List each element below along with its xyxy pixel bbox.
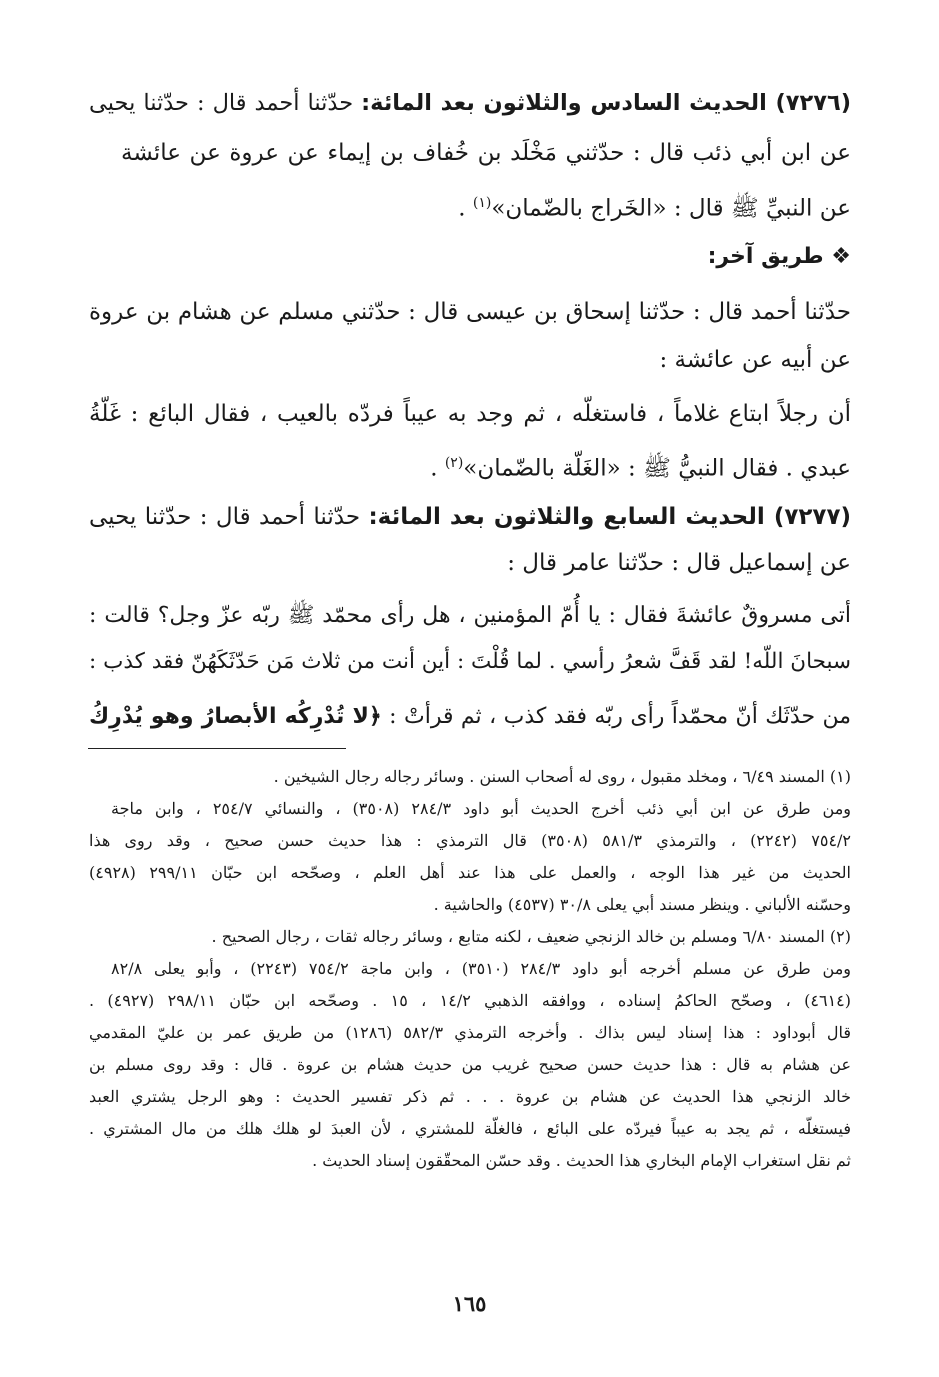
footnote-line: فيستغلّه ، ثم يجد به عيباً فيردّه على البائع ، فالغلّة للمشتري ، لأن العبدَ لو هلك هلك من مال المشتري .	[89, 1119, 851, 1138]
hadith-7277-line-5	[89, 700, 851, 734]
hadith-7277-line-3: أتى مسروقٌ عائشةَ فقال : يا أُمّ المؤمنين ، هل رأى محمّد ﷺ ربّه عزّ وجل؟ قالت :	[89, 603, 851, 628]
hadith-7276-line-1	[89, 86, 851, 120]
alt-route-line-4	[89, 446, 851, 486]
quran-quote: ﴿لا تُدْرِكُه الأبصارُ وهو يُدْرِكُ	[89, 704, 382, 729]
footnote-line: (٢) المسند ٦/٨٠ ومسلم بن خالد الزنجي ضعيف ، لكنه متابع ، وسائر رجاله ثقات ، رجال الصحيح .	[211, 927, 851, 946]
alt-route-line-1: حدّثنا أحمد قال : حدّثنا إسحاق بن عيسى قال : حدّثني مسلم عن هشام بن عروة	[89, 299, 851, 325]
footnote-line: (١) المسند ٦/٤٩ ، ومخلد مقبول ، روى له أصحاب السنن . وسائر رجاله رجال الشيخين .	[273, 767, 851, 786]
hadith-7277-line-2: عن إسماعيل قال : حدّثنا عامر قال :	[507, 550, 851, 576]
hadith-7276-line-3-end: .	[458, 195, 473, 222]
footnote-line: (٤٦١٤) ، وصحّح الحاكمُ إسناده ، ووافقه الذهبي ١٤/٢ ، ١٥ . وصحّحه ابن حبّان ٢٩٨/١١ (٤٩٢٧) .	[89, 991, 852, 1010]
footnote-line: عن هشام به قال : هذا حديث حسن صحيح غريب من حديث هشام بن عروة . قال : وقد روى مسلم بن	[89, 1055, 851, 1074]
footnote-line: خالد الزنجي هذا الحديث عن هشام بن عروة . . . ثم ذكر تفسير الحديث : وهو الرجل يشتري العبد	[89, 1087, 851, 1106]
hadith-7276-line-2: عن ابن أبي ذئب قال : حدّثني مَخْلَد بن خُفاف بن إيماء عن عروة عن عائشة	[121, 140, 851, 166]
hadith-7277-heading: (٧٢٧٧) الحديث السابع والثلاثون بعد المائة:	[368, 504, 851, 530]
alt-route-line-4-end: .	[430, 455, 445, 482]
alt-route-line-2: عن أبيه عن عائشة :	[659, 347, 851, 373]
hadith-7276-line-3-text: عن النبيِّ ﷺ قال : «الخَراج بالضّمان»	[491, 195, 851, 222]
footnote-line: ثم نقل استغراب الإمام البخاري هذا الحديث . وقد حسّن المحقّقون إسناد الحديث .	[312, 1151, 851, 1170]
alt-route-heading: ❖ طريق آخر:	[707, 244, 851, 269]
footnote-ref-2: (٢)	[444, 455, 464, 471]
hadith-7277-line-4: سبحانَ اللّه! لقد قَفَّ شعرُ رأسي . لما قُلْتَ : أين أنت من ثلاث مَن حَدّثَكَهُنّ فقد كذب :	[89, 649, 851, 674]
footnote-line: قال أبوداود : هذا إسناد ليس بذاك . وأخرجه الترمذي ٥٨٢/٣ (١٢٨٦) من طريق عمر بن عليّ المقدمي	[89, 1023, 851, 1042]
hadith-7276-line-1-rest: حدّثنا أحمد قال : حدّثنا يحيى	[89, 90, 354, 116]
footnote-ref-1: (١)	[472, 195, 492, 211]
page-number: ١٦٥	[452, 1291, 487, 1316]
footnote-line: وحسّنه الألباني . وينظر مسند أبي يعلى ٣٠/٨ (٤٥٣٧) والحاشية .	[433, 895, 851, 914]
alt-route-line-3: أن رجلاً ابتاع غلاماً ، فاستغلّه ، ثم وجد به عيباً فردّه بالعيب ، فقال البائع : غَلّةُ	[89, 401, 851, 427]
footnote-line: ٧٥٤/٢ (٢٢٤٢) ، والترمذي ٥٨١/٣ (٣٥٠٨) قال الترمذي : هذا حديث حسن صحيح ، وقد روى هذا	[89, 831, 852, 850]
hadith-7276-heading: (٧٢٧٦) الحديث السادس والثلاثون بعد المائة:	[361, 90, 851, 116]
footnote-line: ومن طرق عن ابن أبي ذئب أخرج الحديث أبو داود ٢٨٤/٣ (٣٥٠٨) ، والنسائي ٢٥٤/٧ ، وابن ماجة	[111, 799, 852, 818]
footnote-separator	[88, 748, 346, 749]
hadith-7276-line-3	[89, 186, 851, 226]
footnote-line: الحديث من غير هذا الوجه ، والعمل على هذا عند أهل العلم ، وصحّحه ابن حبّان ٢٩٩/١١ (٤٩٢٨)	[89, 863, 852, 882]
footnote-line: ومن طرق عن مسلم أخرجه أبو داود ٢٨٤/٣ (٣٥١٠) ، وابن ماجة ٧٥٤/٢ (٢٢٤٣) ، وأبو يعلى ٨٢/٨	[111, 959, 852, 978]
hadith-7277-line-5-text: من حدّثَك أنّ محمّداً رأى ربّه فقد كذب ، ثم قرأتْ :	[389, 704, 851, 729]
hadith-7277-line-1	[89, 500, 851, 534]
alt-route-line-4-text: عبدي . فقال النبيُّ ﷺ : «الغَلّة بالضّمان»	[463, 455, 851, 482]
hadith-7277-line-1-rest: حدّثنا أحمد قال : حدّثنا يحيى	[89, 504, 361, 530]
